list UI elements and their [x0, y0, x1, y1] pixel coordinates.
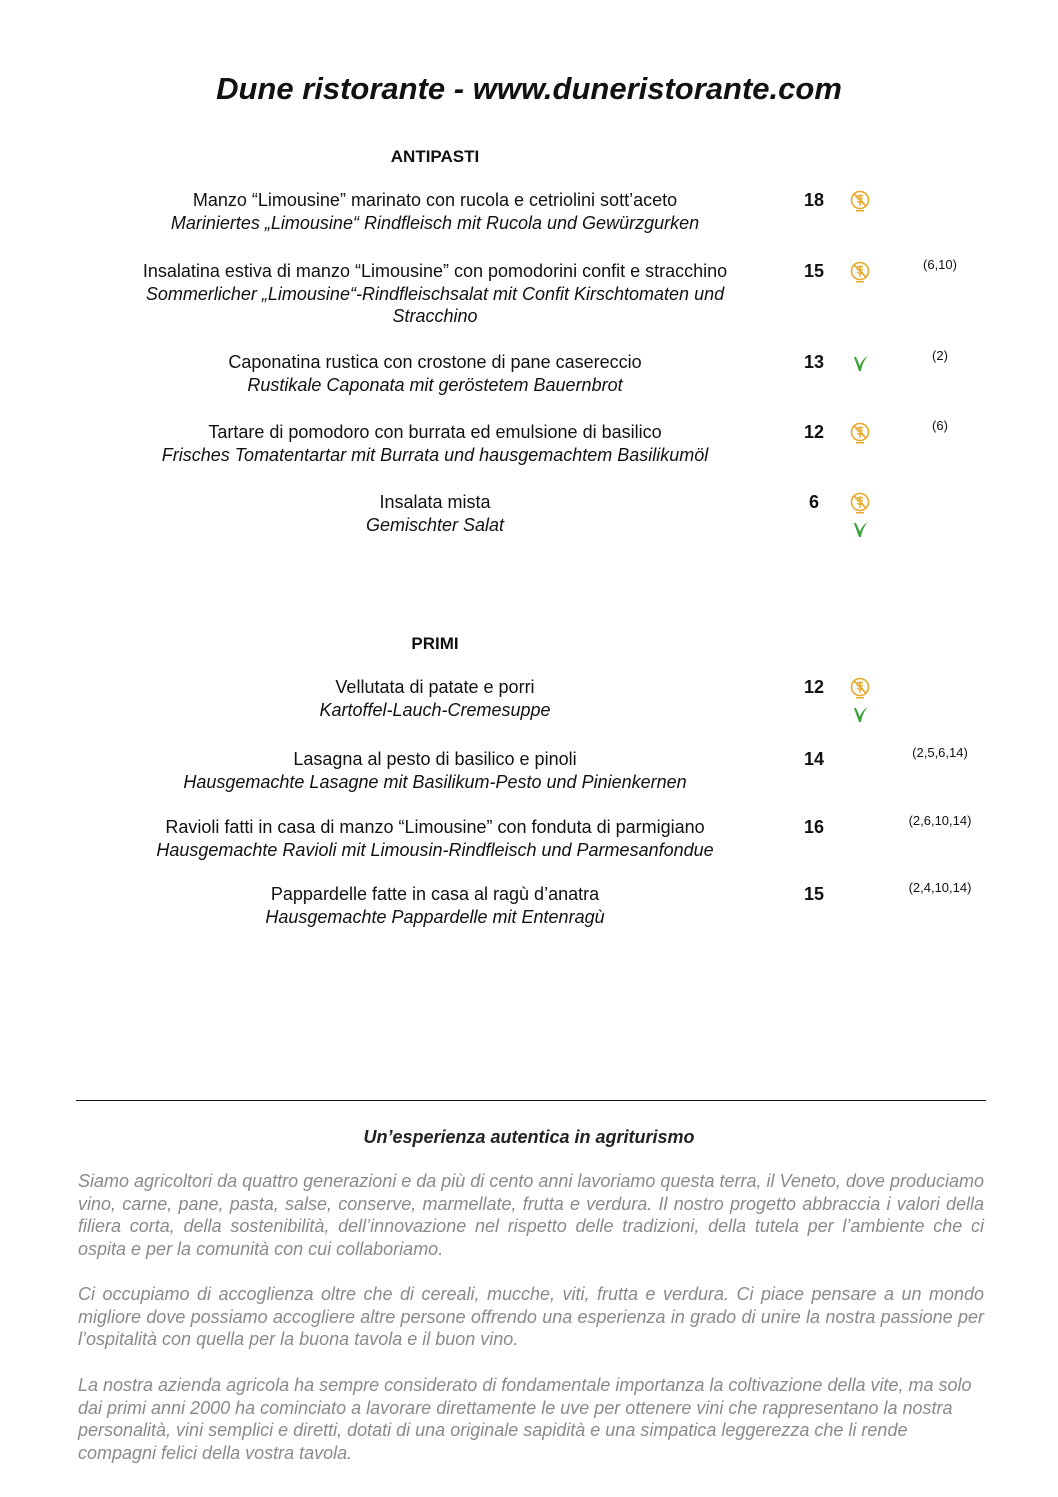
allergen-codes: (2,4,10,14) [908, 880, 972, 895]
section-heading-primi: PRIMI [411, 634, 459, 653]
allergen-codes: (6,10) [923, 257, 957, 272]
dish-name-german: Hausgemachte Lasagne mit Basilikum-Pesto und Pinienkernen [183, 772, 687, 792]
allergen-codes: (6) [932, 418, 948, 433]
dish-name-italian: Insalatina estiva di manzo “Limousine” con pomodorini confit e stracchino [142, 261, 728, 281]
dish-name-italian: Insalata mista [379, 492, 491, 512]
dish-price: 12 [803, 677, 825, 697]
dish-name-italian: Manzo “Limousine” marinato con rucola e cetriolini sott’aceto [192, 190, 678, 210]
dish-name-italian: Lasagna al pesto di basilico e pinoli [293, 749, 577, 769]
allergen-codes: (2) [932, 348, 948, 363]
dish-price: 15 [803, 884, 825, 904]
dish-name-german: Hausgemachte Ravioli mit Limousin-Rindfleisch und Parmesanfondue [156, 840, 714, 860]
footer-paragraph: Ci occupiamo di accoglienza oltre che di cereali, mucche, viti, frutta e verdura. Ci piace pensare a un mondo migliore dove possiamo accogliere altre persone offrendo una esperienza in grado di unire la nostra passione per l’ospitalità con quella per la buona tavola e il buon vino. [78, 1284, 984, 1349]
allergen-codes: (2,5,6,14) [912, 745, 968, 760]
dish-name-german: Frisches Tomatentartar mit Burrata und hausgemachtem Basilikumöl [161, 445, 709, 465]
dish-name-german: Hausgemachte Pappardelle mit Entenragù [265, 907, 605, 927]
vegan-icon [848, 702, 872, 726]
gluten-free-icon [848, 491, 872, 515]
dish-name-german: Gemischter Salat [365, 515, 505, 535]
dish-price: 18 [803, 190, 825, 210]
page-title: Dune ristorante - www.duneristorante.com [216, 71, 842, 106]
footer-paragraph: La nostra azienda agricola ha sempre considerato di fondamentale importanza la coltivazione della vite, ma solo dai primi anni 2000 ha cominciato a lavorare direttamente le uve per ottenere vini che rappresentano la nostra personalità, vini semplici e diretti, dotati di una originale sapidità e una simpatica leggerezza che li rende compagni felici della vostra tavola. [78, 1375, 972, 1463]
gluten-free-icon [848, 676, 872, 700]
divider [76, 1100, 986, 1101]
dish-price: 6 [808, 492, 819, 512]
vegan-icon [848, 517, 872, 541]
dish-price: 12 [803, 422, 825, 442]
dish-name-italian: Ravioli fatti in casa di manzo “Limousine” con fonduta di parmigiano [165, 817, 705, 837]
dish-name-german: Mariniertes „Limousine“ Rindfleisch mit Rucola und Gewürzgurken [170, 213, 700, 233]
dish-name-german: Kartoffel-Lauch-Cremesuppe [319, 700, 551, 720]
dish-name-german: Rustikale Caponata mit geröstetem Bauernbrot [247, 375, 623, 395]
dish-name-italian: Vellutata di patate e porri [335, 677, 535, 697]
dish-price: 13 [803, 352, 825, 372]
dish-name-italian: Pappardelle fatte in casa al ragù d’anatra [270, 884, 600, 904]
allergen-codes: (2,6,10,14) [908, 813, 972, 828]
menu-item [0, 418, 1058, 501]
dish-price: 16 [803, 817, 825, 837]
gluten-free-icon [848, 189, 872, 213]
menu-item [0, 257, 1058, 340]
gluten-free-icon [848, 260, 872, 284]
dish-price: 14 [803, 749, 825, 769]
dish-name-italian: Tartare di pomodoro con burrata ed emulsione di basilico [208, 422, 662, 442]
footer-paragraph: Siamo agricoltori da quattro generazioni e da più di cento anni lavoriamo questa terra, il Veneto, dove produciamo vino, carne, pane, pasta, salse, conserve, marmellate, frutta e verdura. Il nostro progetto abbraccia i valori della filiera corta, della sostenibilità, dell’innovazione nel rispetto delle tradizioni, della tutela per l’ambiente che ci ospita e per la comunità con cui collaboriamo. [78, 1171, 984, 1259]
vegan-icon [848, 351, 872, 375]
section-heading-antipasti: ANTIPASTI [390, 147, 480, 166]
menu-item [0, 491, 1058, 571]
dish-price: 15 [803, 261, 825, 281]
footer-title: Un’esperienza autentica in agriturismo [363, 1127, 695, 1147]
menu-item [0, 880, 1058, 963]
gluten-free-icon [848, 421, 872, 445]
dish-name-italian: Caponatina rustica con crostone di pane casereccio [228, 352, 642, 372]
dish-name-german: Sommerlicher „Limousine“-Rindfleischsalat mit Confit Kirschtomaten und Stracchino [145, 284, 725, 326]
